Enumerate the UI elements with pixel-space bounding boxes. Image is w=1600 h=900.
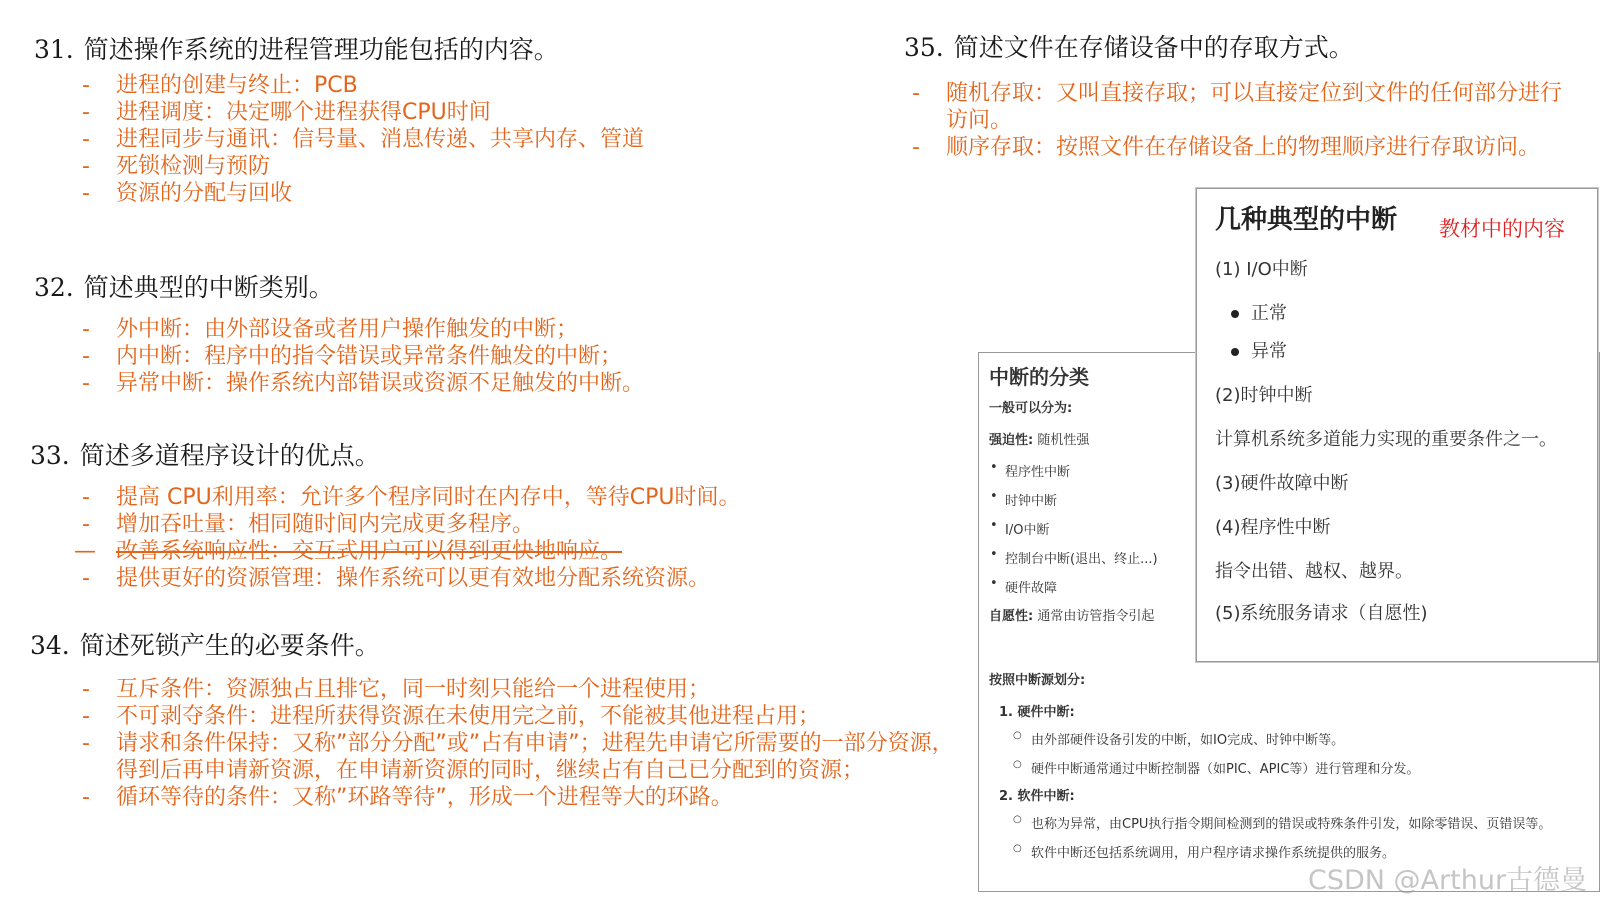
- answer-item: - 提供更好的资源管理：操作系统可以更有效地分配系统资源。: [82, 565, 740, 592]
- io-item: 正常: [1231, 299, 1287, 325]
- list-item: • 程序性中断: [979, 461, 1158, 490]
- mandatory-list: [979, 461, 1158, 606]
- hardware-list: [979, 729, 1419, 787]
- answer-item: - 请求和条件保持：又称”部分分配”或”占有申请”；进程先申请它所需要的一部分资源，得到后再申请新资源，在申请新资源的同时，继续占有自己已分配到的资源；: [82, 730, 962, 784]
- answer-list: [82, 316, 644, 397]
- answer-item: - 死锁检测与预防: [82, 153, 644, 180]
- answer-item: - 不可剥夺条件：进程所获得资源在未使用完之前，不能被其他进程占用；: [82, 703, 962, 730]
- question-34: [30, 626, 980, 811]
- question-35: [904, 28, 1594, 161]
- answer-item: - 进程同步与通讯：信号量、消息传递、共享内存、管道: [82, 126, 644, 153]
- program-interrupt: (4)程序性中断: [1215, 517, 1331, 538]
- bullet-icon: [1231, 348, 1239, 356]
- io-interrupt: (1) I/O中断: [1215, 259, 1308, 280]
- question-title: 34. 简述死锁产生的必要条件。: [30, 631, 380, 660]
- bullet-icon: [1231, 310, 1239, 318]
- question-title: 33. 简述多道程序设计的优点。: [30, 441, 380, 470]
- service-request: (5)系统服务请求（自愿性): [1215, 603, 1428, 624]
- list-item: ○ 也称为异常，由CPU执行指令期间检测到的错误或特殊条件引发，如除零错误、页错误等。: [979, 813, 1551, 842]
- list-item: • 时钟中断: [979, 490, 1158, 519]
- answer-list: [912, 80, 1582, 161]
- answer-list: [82, 484, 740, 592]
- typical-interrupts-panel: [1196, 188, 1598, 662]
- answer-item-struck: — 改善系统响应性：交互式用户可以得到更快地响应。: [82, 538, 740, 565]
- hardware-interrupt-title: 1. 硬件中断:: [999, 705, 1075, 720]
- general-label: 一般可以分为:: [989, 401, 1073, 416]
- answer-item: - 随机存取：又叫直接存取；可以直接定位到文件的任何部分进行访问。: [912, 80, 1582, 134]
- textbook-note: 教材中的内容: [1439, 217, 1565, 241]
- answer-item: - 提高 CPU利用率：允许多个程序同时在内存中，等待CPU时间。: [82, 484, 740, 511]
- watermark: CSDN @Arthur古德曼: [1308, 865, 1588, 896]
- answer-list: [82, 72, 644, 207]
- answer-item: - 内中断：程序中的指令错误或异常条件触发的中断；: [82, 343, 644, 370]
- question-title: 32. 简述典型的中断类别。: [34, 273, 334, 302]
- question-title: 31. 简述操作系统的进程管理功能包括的内容。: [34, 35, 559, 64]
- hardware-fault-interrupt: (3)硬件故障中断: [1215, 473, 1349, 494]
- answer-item: - 互斥条件：资源独占且排它，同一时刻只能给一个进程使用；: [82, 676, 962, 703]
- list-item: ○ 由外部硬件设备引发的中断，如IO完成、时钟中断等。: [979, 729, 1419, 758]
- mandatory-line: 强迫性: 随机性强: [989, 433, 1090, 448]
- clock-interrupt: (2)时钟中断: [1215, 385, 1313, 406]
- answer-item: - 顺序存取：按照文件在存储设备上的物理顺序进行存取访问。: [912, 134, 1582, 161]
- list-item: • 硬件故障: [979, 577, 1158, 606]
- list-item: • I/O中断: [979, 519, 1158, 548]
- answer-item: - 增加吞吐量：相同随时间内完成更多程序。: [82, 511, 740, 538]
- io-item: 异常: [1231, 337, 1287, 363]
- question-31: [34, 30, 644, 207]
- question-33: [30, 436, 740, 592]
- list-item: • 控制台中断(退出、终止...): [979, 548, 1158, 577]
- answer-item: - 资源的分配与回收: [82, 180, 644, 207]
- program-description: 指令出错、越权、越界。: [1215, 561, 1413, 582]
- answer-item: - 进程的创建与终止：PCB: [82, 72, 644, 99]
- answer-list: [82, 676, 962, 811]
- answer-item: - 异常中断：操作系统内部错误或资源不足触发的中断。: [82, 370, 644, 397]
- question-32: [34, 268, 644, 397]
- clock-description: 计算机系统多道能力实现的重要条件之一。: [1215, 429, 1557, 450]
- by-source-label: 按照中断源划分:: [989, 673, 1086, 688]
- answer-item: - 循环等待的条件：又称”环路等待”，形成一个进程等大的环路。: [82, 784, 962, 811]
- list-item: ○ 软件中断还包括系统调用，用户程序请求操作系统提供的服务。: [979, 842, 1551, 871]
- panel-title: 几种典型的中断: [1215, 205, 1398, 235]
- answer-item: - 进程调度：决定哪个进程获得CPU时间: [82, 99, 644, 126]
- voluntary-line: 自愿性: 通常由访管指令引起: [989, 609, 1155, 624]
- question-title: 35. 简述文件在存储设备中的存取方式。: [904, 33, 1354, 62]
- software-interrupt-title: 2. 软件中断:: [999, 789, 1075, 804]
- list-item: ○ 硬件中断通常通过中断控制器（如PIC、APIC等）进行管理和分发。: [979, 758, 1419, 787]
- answer-item: - 外中断：由外部设备或者用户操作触发的中断；: [82, 316, 644, 343]
- panel-title: 中断的分类: [989, 365, 1089, 389]
